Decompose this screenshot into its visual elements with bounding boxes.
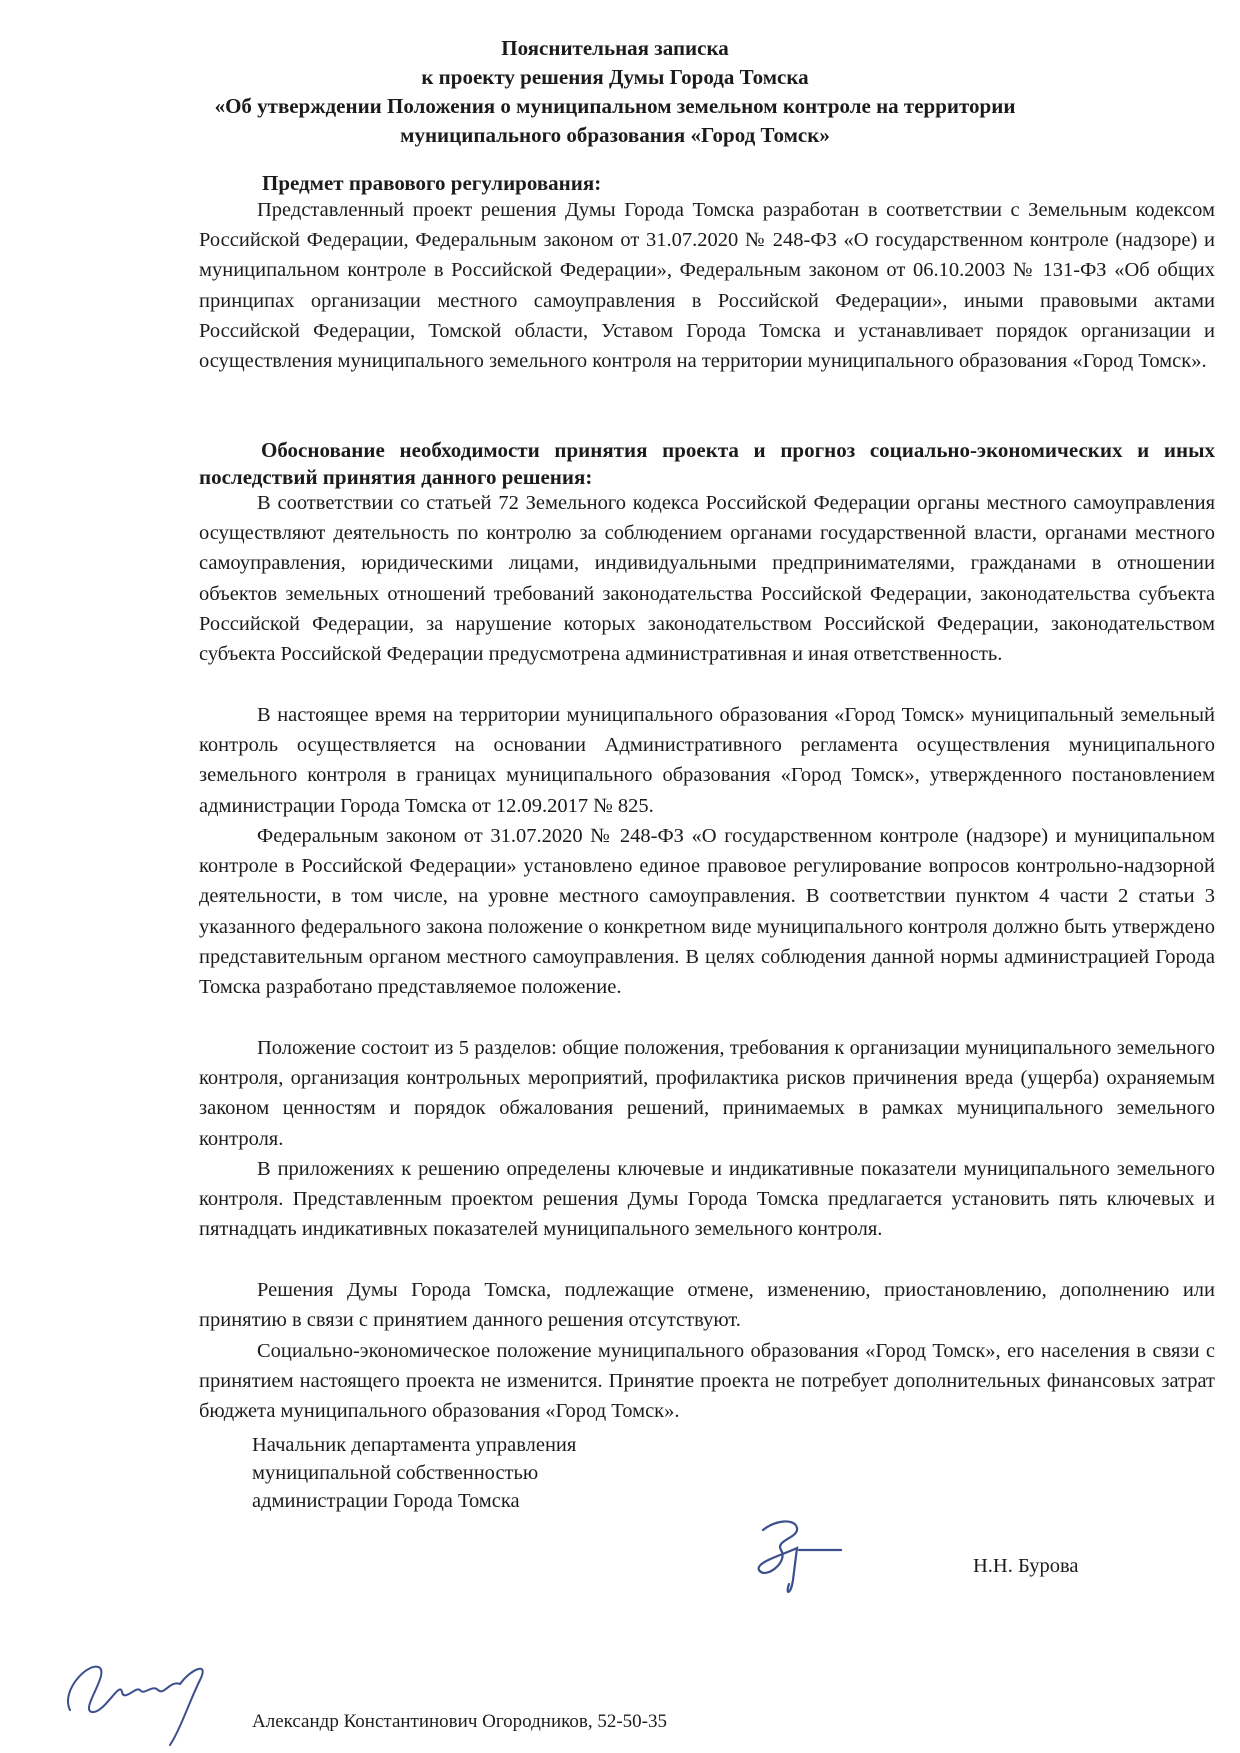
paragraph: В настоящее время на территории муниципального образования «Город Томск» муниципальный земельный контроль осуществляется на основании Административного регламента осуществления муниципального земельного контроля в границах муниципального образования «Город Томск», утвержденного постановлением администрации Города Томска от 12.09.2017 № 825. (199, 704, 1215, 817)
handwritten-signature (745, 1510, 855, 1600)
paragraph: Представленный проект решения Думы Города Томска разработан в соответствии с Земельным кодексом Российской Федерации, Федеральным законом от 31.07.2020 № 248-ФЗ «О государственном контроле (надзоре) и муниципальном контроле в Российской Федерации», Федеральным законом от 06.10.2003 № 131-ФЗ «Об общих принципах организации местного самоуправления в Российской Федерации», иными правовыми актами Российской Федерации, Томской области, Уставом Города Томска и устанавливает порядок организации и осуществления муниципального земельного контроля на территории муниципального образования «Город Томск». (199, 199, 1215, 373)
document-header (200, 34, 1030, 150)
section-title-regulation: Предмет правового регулирования: (262, 171, 602, 195)
signatory-name: Н.Н. Бурова (973, 1555, 1079, 1577)
signatory-position-line: администрации Города Томска (252, 1490, 520, 1512)
paragraph: Решения Думы Города Томска, подлежащие отмене, изменению, приостановлению, дополнению или принятию в связи с принятием данного решения отсутствуют. (199, 1279, 1215, 1332)
section-title-justification: Обоснование необходимости принятия проекта и прогноз социально-экономических и иных последствий принятия данного решения: (199, 438, 1215, 489)
document-subject-line: «Об утверждении Положения о муниципальном земельном контроле на территории (214, 94, 1016, 118)
signatory-position-line: муниципальной собственностью (252, 1462, 539, 1484)
paragraph: Положение состоит из 5 разделов: общие положения, требования к организации муниципального земельного контроля, организация контрольных мероприятий, профилактика рисков причинения вреда (ущерба) охраняемым законом ценностям и порядок обжалования решений, принимаемых в рамках муниципального земельного контроля. (199, 1037, 1215, 1150)
document-title: Пояснительная записка (501, 36, 729, 60)
document-subtitle: к проекту решения Думы Города Томска (421, 65, 809, 89)
executor-contact: Александр Константинович Огородников, 52-50-35 (252, 1711, 668, 1732)
paragraph: В соответствии со статьей 72 Земельного кодекса Российской Федерации органы местного самоуправления осуществляют деятельность по контролю за соблюдением органами государственной власти, органами местного самоуправления, юридическими лицами, индивидуальными предпринимателями, гражданами в отношении объектов земельных отношений требований законодательства Российской Федерации, законодательства субъекта Российской Федерации, за нарушение которых законодательством Российской Федерации, законодательством субъекта Российской Федерации предусмотрена административная и иная ответственность. (199, 492, 1215, 666)
handwritten-initials (40, 1640, 240, 1750)
signatory-position (252, 1431, 576, 1515)
document-subject-line: муниципального образования «Город Томск» (400, 123, 830, 147)
paragraph: В приложениях к решению определены ключевые и индикативные показатели муниципального земельного контроля. Представленным проектом решения Думы Города Томска предлагается установить пять ключевых и пятнадцать индикативных показателей муниципального земельного контроля. (199, 1158, 1215, 1241)
paragraph: Федеральным законом от 31.07.2020 № 248-ФЗ «О государственном контроле (надзоре) и муниципальном контроле в Российской Федерации» установлено единое правовое регулирование вопросов контрольно-надзорной деятельности, в том числе, на уровне местного самоуправления. В соответствии пунктом 4 части 2 статьи 3 указанного федерального закона положение о конкретном виде муниципального контроля должно быть утверждено представительным органом местного самоуправления. В целях соблюдения данной нормы администрацией Города Томска разработано представляемое положение. (199, 825, 1215, 999)
paragraph: Социально-экономическое положение муниципального образования «Город Томск», его населения в связи с принятием настоящего проекта не изменится. Принятие проекта не потребует дополнительных финансовых затрат бюджета муниципального образования «Город Томск». (199, 1340, 1215, 1423)
signatory-position-line: Начальник департамента управления (252, 1434, 577, 1456)
